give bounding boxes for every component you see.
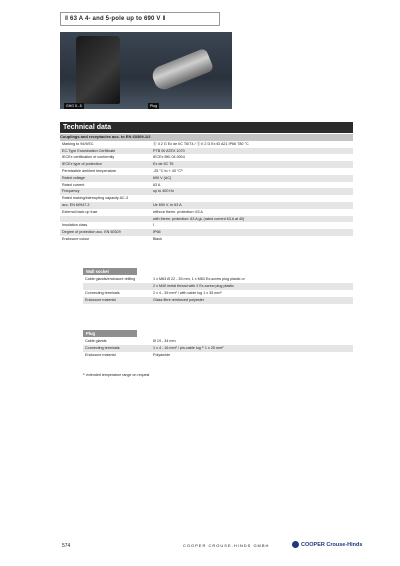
- table-row: [83, 276, 353, 283]
- row-value: Ø 19 - 34 mm: [153, 339, 176, 343]
- table-row: [83, 283, 353, 290]
- row-value: Polyamide: [153, 353, 171, 357]
- row-value: Ue 690 V, Ie 63 A: [151, 202, 353, 209]
- brand-logo: [292, 541, 362, 548]
- table-row: [60, 236, 353, 243]
- table-row: [60, 216, 353, 223]
- brand-mark-icon: [292, 541, 299, 548]
- row-value: 1 x M63 Ø 22 - 35 mm, 1 x M63 Ex-screw plug plastic or: [153, 277, 245, 281]
- row-key: Enclosure material: [83, 297, 151, 304]
- row-key: Rated making/interrupting capacity AC-3: [62, 196, 128, 201]
- row-value: 690 V (AC): [151, 175, 353, 182]
- row-value: [151, 195, 353, 202]
- table-row: [60, 182, 353, 189]
- plug-title: Plug: [83, 330, 137, 337]
- table-row: [60, 141, 353, 148]
- table-row: [60, 202, 353, 209]
- row-value: without therm. protection: 63 A: [153, 209, 203, 214]
- row-key: IECEx certification of conformity: [62, 155, 115, 160]
- wall-socket-image: [76, 36, 120, 104]
- row-value: IECEx BKI 04.0004: [153, 155, 185, 160]
- row-value: Ex de IIC T6: [151, 161, 353, 168]
- table-row: [60, 188, 353, 195]
- row-value: with therm. protection: 63 A gL (rated current 63 A at 40): [151, 216, 353, 223]
- table-row: [60, 175, 353, 182]
- row-key: Connecting terminals: [83, 345, 151, 352]
- row-key: [83, 283, 151, 290]
- row-key: Enclosure material: [85, 353, 116, 357]
- row-key: Cable glands: [85, 339, 107, 343]
- plug-table: [83, 338, 353, 359]
- table-row: [60, 148, 353, 155]
- footer-company: COOPER CROUSE-HINDS GMBH: [183, 543, 270, 548]
- technical-data-table: [60, 134, 353, 243]
- row-key: Marking to 94/9/EC: [62, 141, 94, 146]
- row-value: Black: [153, 236, 163, 241]
- brand-name: COOPER Crouse-Hinds: [301, 541, 363, 548]
- row-value: 2 x 4 - 35 mm² / with cable lug 1 x 35 mm²: [153, 291, 222, 295]
- row-key: Insulation class: [62, 223, 88, 228]
- plug-image: [150, 48, 215, 93]
- row-key: Enclosure colour: [62, 236, 90, 241]
- row-key: Degree of protection acc. EN 60529: [60, 229, 151, 236]
- footnote: ¹⁾ extended temperature range on request: [83, 373, 150, 377]
- row-value: 63 A: [153, 182, 161, 187]
- product-photo: [60, 32, 232, 109]
- row-value: Ⓔ II 2 G Ex de IIC T6/T4 / Ⓔ II 2 D Ex tD A21 IP66 T80 °C: [153, 141, 249, 146]
- row-key: Rated voltage: [60, 175, 151, 182]
- table-row: [83, 338, 353, 345]
- row-value: -25 °C to + 40 °C¹⁾: [153, 168, 184, 173]
- row-value: up to 400 Hz: [151, 188, 353, 195]
- page-number: 574: [62, 543, 71, 549]
- row-value: 2 x M40 metal thread with 2 Ex-screw plug plastic: [151, 283, 353, 290]
- row-key: acc. EN 60947-3: [60, 202, 151, 209]
- table-row: [83, 297, 353, 304]
- wall-socket-table: [83, 276, 353, 304]
- row-key: External back up fuse: [62, 209, 98, 214]
- page-title: ‖ 63 A 4- and 5-pole up to 690 V ‖: [60, 12, 220, 26]
- row-value: 1 x 4 - 16 mm² / pin-cable lug ¹⁾ 1 x 25 mm²: [151, 345, 353, 352]
- row-key: Frequency: [60, 188, 151, 195]
- section-title: Technical data: [60, 122, 353, 133]
- table-header: Couplings and receptacles acc. to EN 60309-1/2: [60, 134, 353, 141]
- row-key: Cable glands/enclosure drilling: [85, 277, 136, 281]
- table-row: [83, 290, 353, 297]
- table-row: [83, 345, 353, 352]
- row-key: Connecting terminals: [85, 291, 120, 295]
- row-key: IECEx type of protection: [60, 161, 151, 168]
- table-row: [60, 195, 353, 202]
- row-value: Glass fibre reinforced polyester: [151, 297, 353, 304]
- wall-socket-title: Wall socket: [83, 268, 137, 275]
- table-row: [60, 222, 353, 229]
- table-row: [60, 154, 353, 161]
- table-row: [60, 209, 353, 216]
- row-value: IP66: [151, 229, 353, 236]
- row-key: Rated current: [62, 182, 85, 187]
- photo-label-plug: Plug: [150, 104, 158, 108]
- row-value: PTB 00 ATEX 1070: [151, 148, 353, 155]
- table-row: [60, 161, 353, 168]
- table-row: [60, 168, 353, 175]
- row-key: Permissible ambient temperature: [62, 168, 117, 173]
- row-key: EC-Type Examination Certificate: [60, 148, 151, 155]
- row-key: [60, 216, 151, 223]
- table-row: [60, 229, 353, 236]
- photo-label-socket: GHG 5...5: [66, 104, 82, 108]
- row-value: I: [153, 223, 155, 228]
- table-row: [83, 352, 353, 359]
